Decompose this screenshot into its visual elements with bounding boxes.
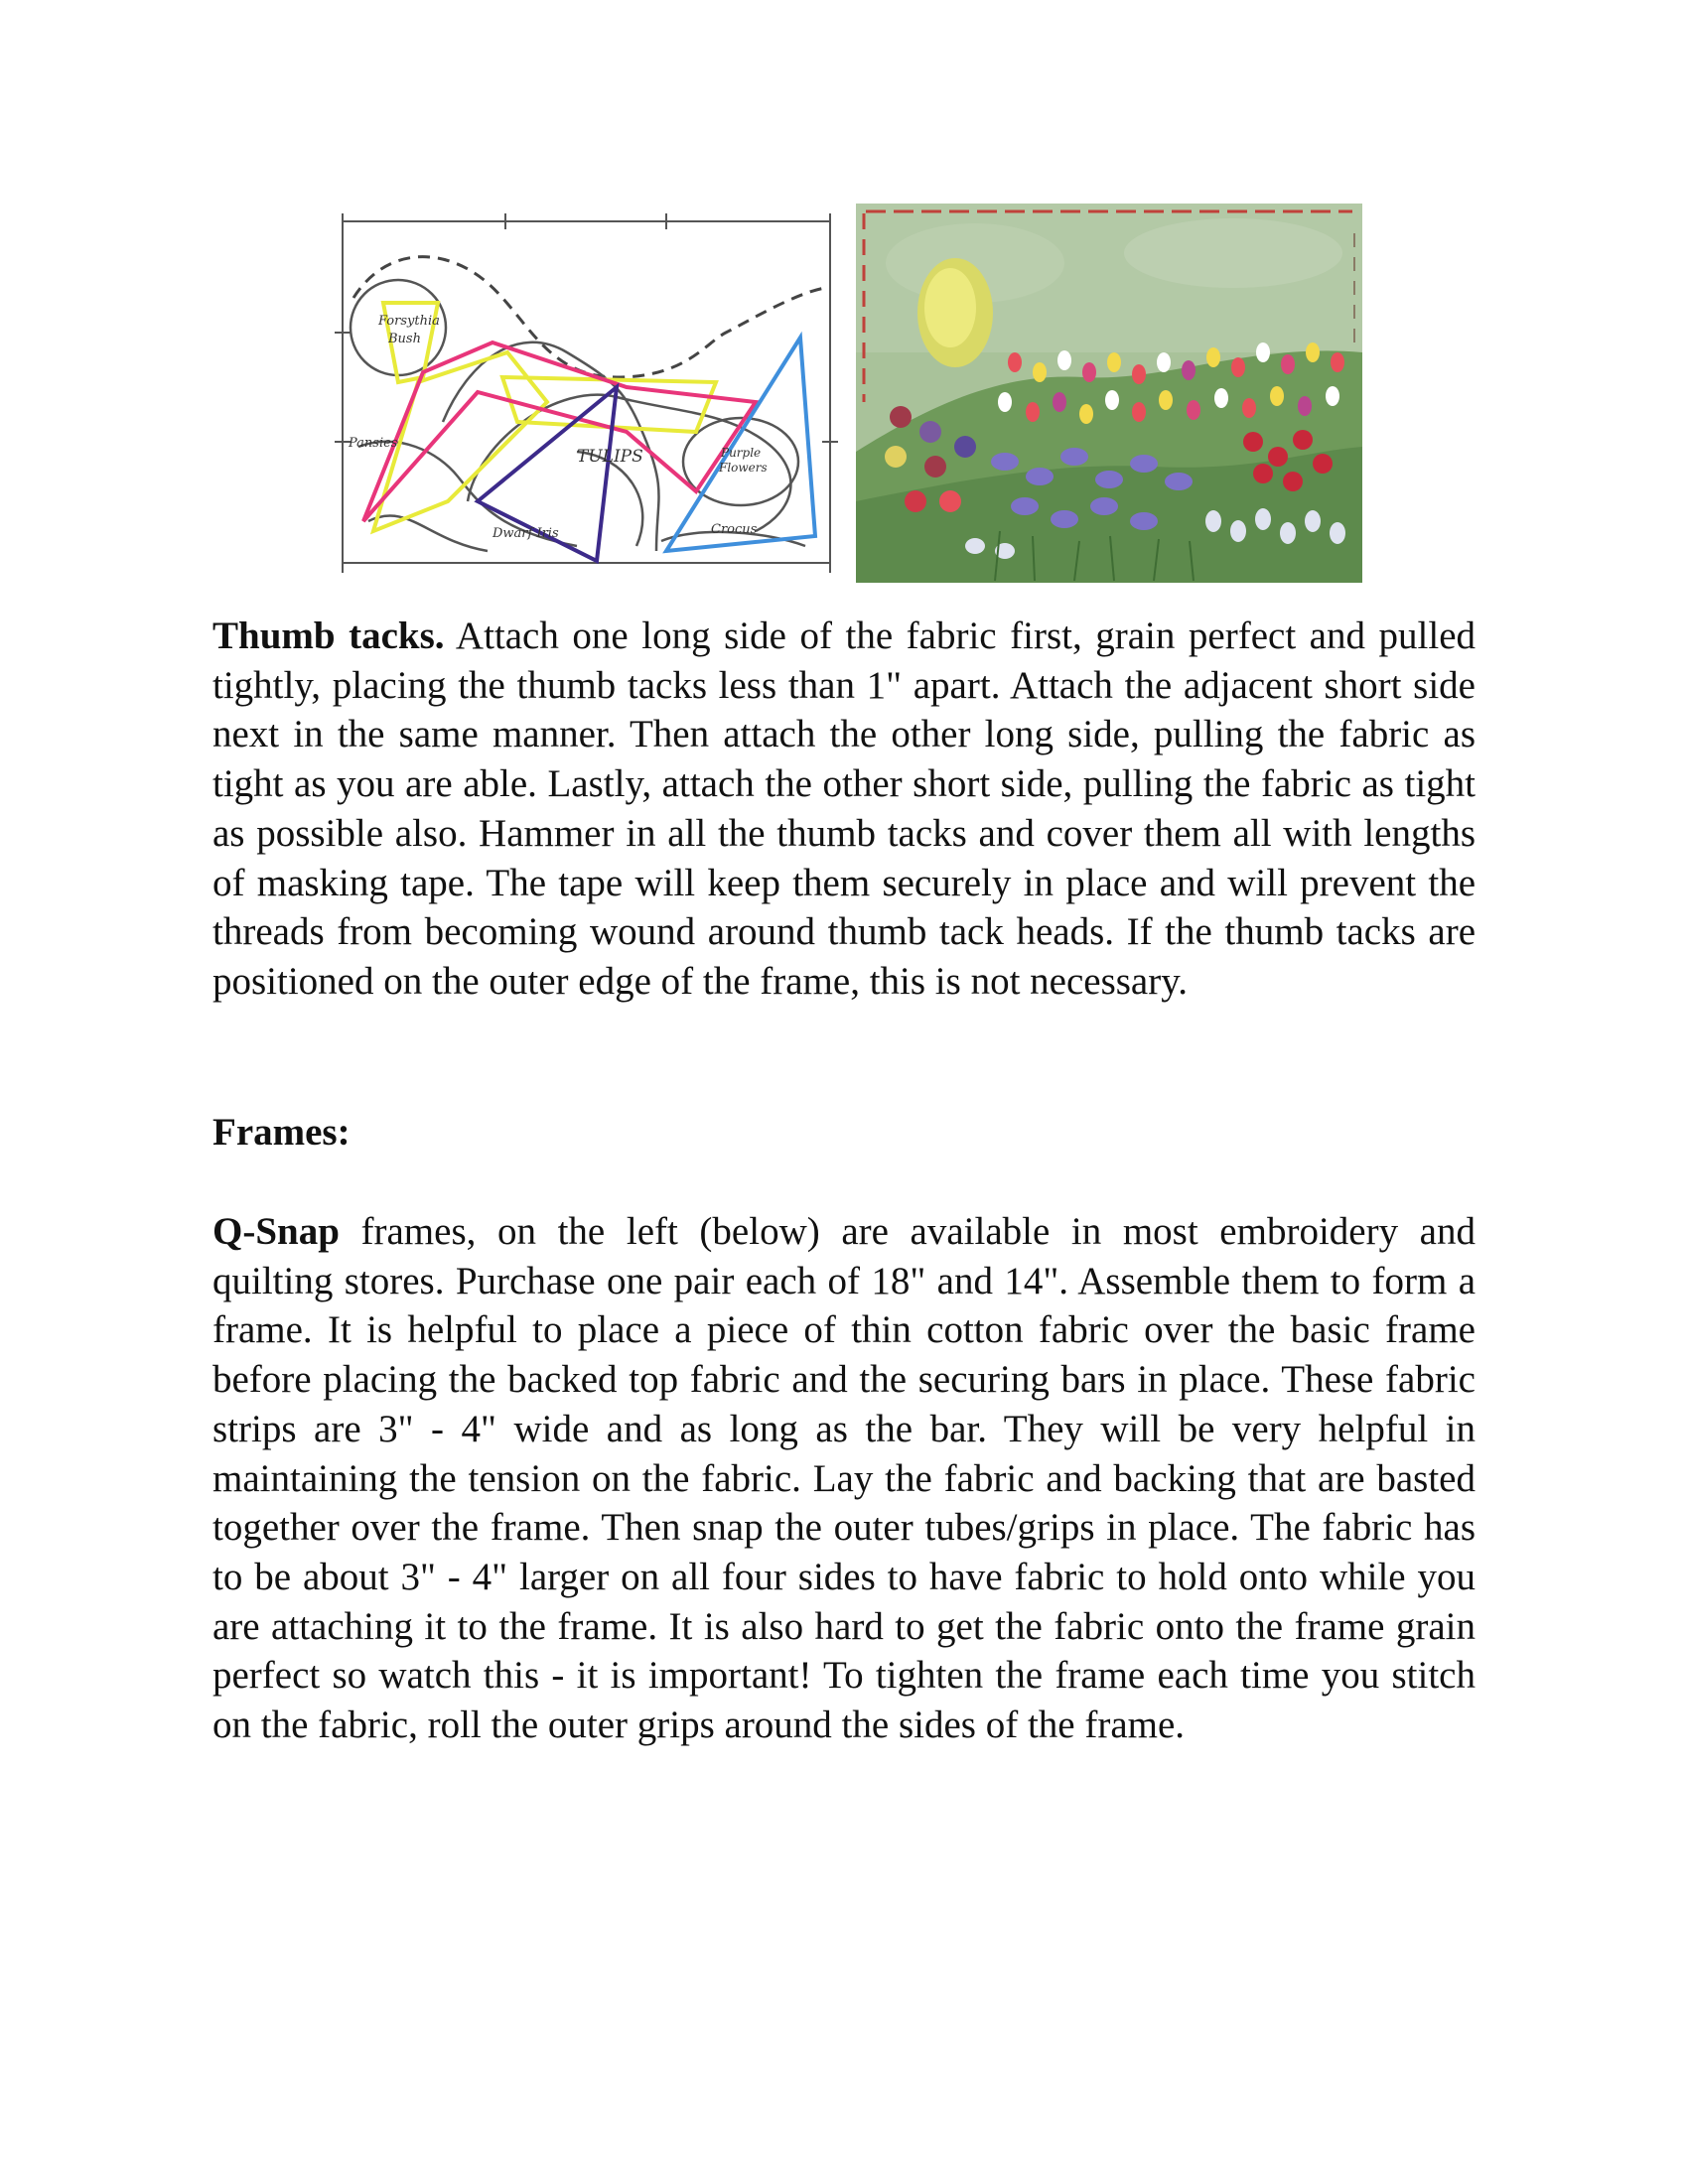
thumb-tacks-lead: Thumb tacks. — [212, 614, 445, 657]
forsythia-label: Forsythia — [378, 314, 440, 329]
flowers-label: Flowers — [719, 461, 768, 475]
qsnap-body: frames, on the left (below) are available in most embroidery and quilting stores. Purchase one pair each of 18" and 14". Assemble them to form a frame. It is helpful to place a piece of thin cotton fabric over the basic frame before placing the backed top fabric and the securing bars in place. These fabric strips are 3" - 4" wide and as long as the bar. They will be very helpful in maintaining the tension on the fabric. Lay the fabric and backing that are basted together over the frame. Then snap the outer tubes/grips in place. The fabric has to be about 3" - 4" larger on all four sides to have fabric to hold onto while you are attaching it to the frame. It is also hard to get the fabric onto the frame grain perfect so watch this - it is important! To tighten the frame each time you stitch on the fabric, roll the outer grips around the sides of the frame. — [212, 1210, 1476, 1747]
crocus-label: Crocus — [711, 522, 758, 537]
garden-sketch-image — [329, 204, 841, 583]
thumb-tacks-body: Attach one long side of the fabric first, grain perfect and pulled tightly, placing the thumb tacks less than 1" apart. Attach the adjacent short side next in the same manner. Then attach the other long side, pulling the fabric as tight as you are able. Lastly, attach the other short side, pulling the fabric as tight as possible also. Hammer in all the thumb tacks and cover them all with lengths of masking tape. The tape will keep them securely in place and will prevent the threads from becoming wound around thumb tack heads. If the thumb tacks are positioned on the outer edge of the frame, this is not necessary. — [212, 614, 1477, 1003]
pansies-label: Pansies — [349, 436, 398, 451]
dwarf-iris-label: Dwarf Iris — [492, 526, 559, 541]
bush-label: Bush — [388, 332, 421, 346]
thumb-tacks-paragraph — [212, 612, 1476, 1007]
tulips-label: TULIPS — [577, 447, 643, 467]
purple-label: Purple — [721, 446, 762, 460]
qsnap-paragraph — [212, 1207, 1476, 1750]
qsnap-lead: Q-Snap — [212, 1210, 340, 1253]
frames-heading: Frames: — [212, 1111, 351, 1154]
embroidery-photo-image — [856, 204, 1362, 583]
